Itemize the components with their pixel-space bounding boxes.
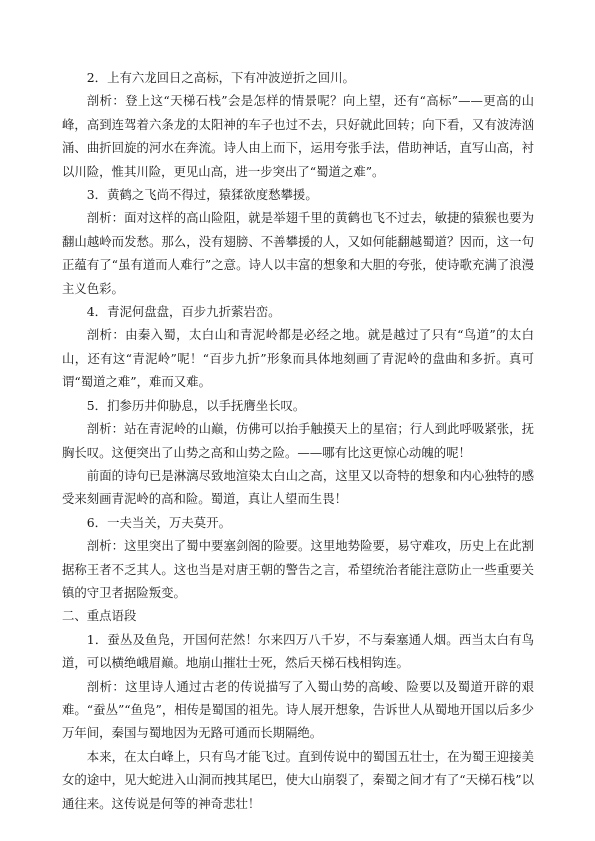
analysis-paragraph: 剖析：这里突出了蜀中要塞剑阁的险要。这里地势险要，易守难攻，历史上在此割据称王者不乏其人。这也当是对唐王朝的警告之言，希望统治者能注意防止一些重要关镇的守卫者据险叛变。 [62, 538, 534, 600]
verse-line-4: 4．青泥何盘盘，百步九折萦岩峦。 [86, 304, 281, 320]
document-page [62, 66, 534, 815]
analysis-paragraph: 剖析：站在青泥岭的山巅，仿佛可以抬手触摸天上的星宿；行人到此呼吸紧张，抚胸长叹。这便突出了山势之高和山势之险。——哪有比这更惊心动魄的呢！ [62, 421, 534, 460]
key-passage: 1．蚕丛及鱼凫，开国何茫然！尔来四万八千岁，不与秦塞通人烟。西当太白有鸟道，可以横绝峨眉巅。地崩山摧壮士死，然后天梯石栈相钩连。 [62, 631, 534, 671]
verse-line-3: 3．黄鹤之飞尚不得过，猿猱欲度愁攀援。 [86, 187, 318, 203]
analysis-paragraph: 前面的诗句已是淋漓尽致地渲染太白山之高，这里又以奇特的想象和内心独特的感受来刻画青泥岭的高和险。蜀道，真让人望而生畏！ [62, 467, 534, 507]
analysis-paragraph: 本来，在太白峰上，只有鸟才能飞过。直到传说中的蜀国五壮士，在为蜀王迎接美女的途中，见大蛇进入山洞而拽其尾巴，使大山崩裂了，秦蜀之间才有了“天梯石栈”以通往来。这传说是何等的神奇悲壮！ [62, 748, 534, 811]
analysis-paragraph: 剖析：面对这样的高山险阻，就是举翅千里的黄鹤也飞不过去，敏捷的猿猴也要为翻山越岭而发愁。那么，没有翅膀、不善攀援的人，又如何能翻越蜀道？因而，这一句正蕴有了“虽有道而人难行”之意。诗人以丰富的想象和大胆的夸张，使诗歌充满了浪漫主义色彩。 [62, 210, 534, 296]
analysis-paragraph: 剖析：由秦入蜀，太白山和青泥岭都是必经之地。就是越过了只有“鸟道”的太白山，还有这“青泥岭”呢！“百步九折”形象而具体地刻画了青泥岭的盘曲和多折。真可谓“蜀道之难”，难而又难。 [62, 327, 534, 390]
section-heading: 二、重点语段 [62, 608, 137, 624]
verse-line-5: 5．扪参历井仰胁息，以手抚膺坐长叹。 [86, 397, 306, 413]
verse-line-2: 2．上有六龙回日之高标，下有冲波逆折之回川。 [86, 70, 355, 85]
verse-line-6: 6．一夫当关，万夫莫开。 [86, 514, 231, 530]
analysis-paragraph: 剖析：登上这“天梯石栈”会是怎样的情景呢？向上望，还有“高标”——更高的山峰，高到连驾着六条龙的太阳神的车子也过不去，只好就此回转；向下看，又有波涛汹涌、曲折回旋的河水在奔流。诗人由上而下，运用夸张手法，借助神话，直写山高，衬以川险，惟其川险，更见山高，进一步突出了“蜀道之难”。 [62, 93, 534, 179]
analysis-paragraph: 剖析：这里诗人通过古老的传说描写了入蜀山势的高峻、险要以及蜀道开辟的艰难。“蚕丛”“鱼凫”，相传是蜀国的祖先。诗人展开想象，告诉世人从蜀地开国以后多少万年间，秦国与蜀地因为无路可通而长期隔绝。 [62, 678, 534, 741]
